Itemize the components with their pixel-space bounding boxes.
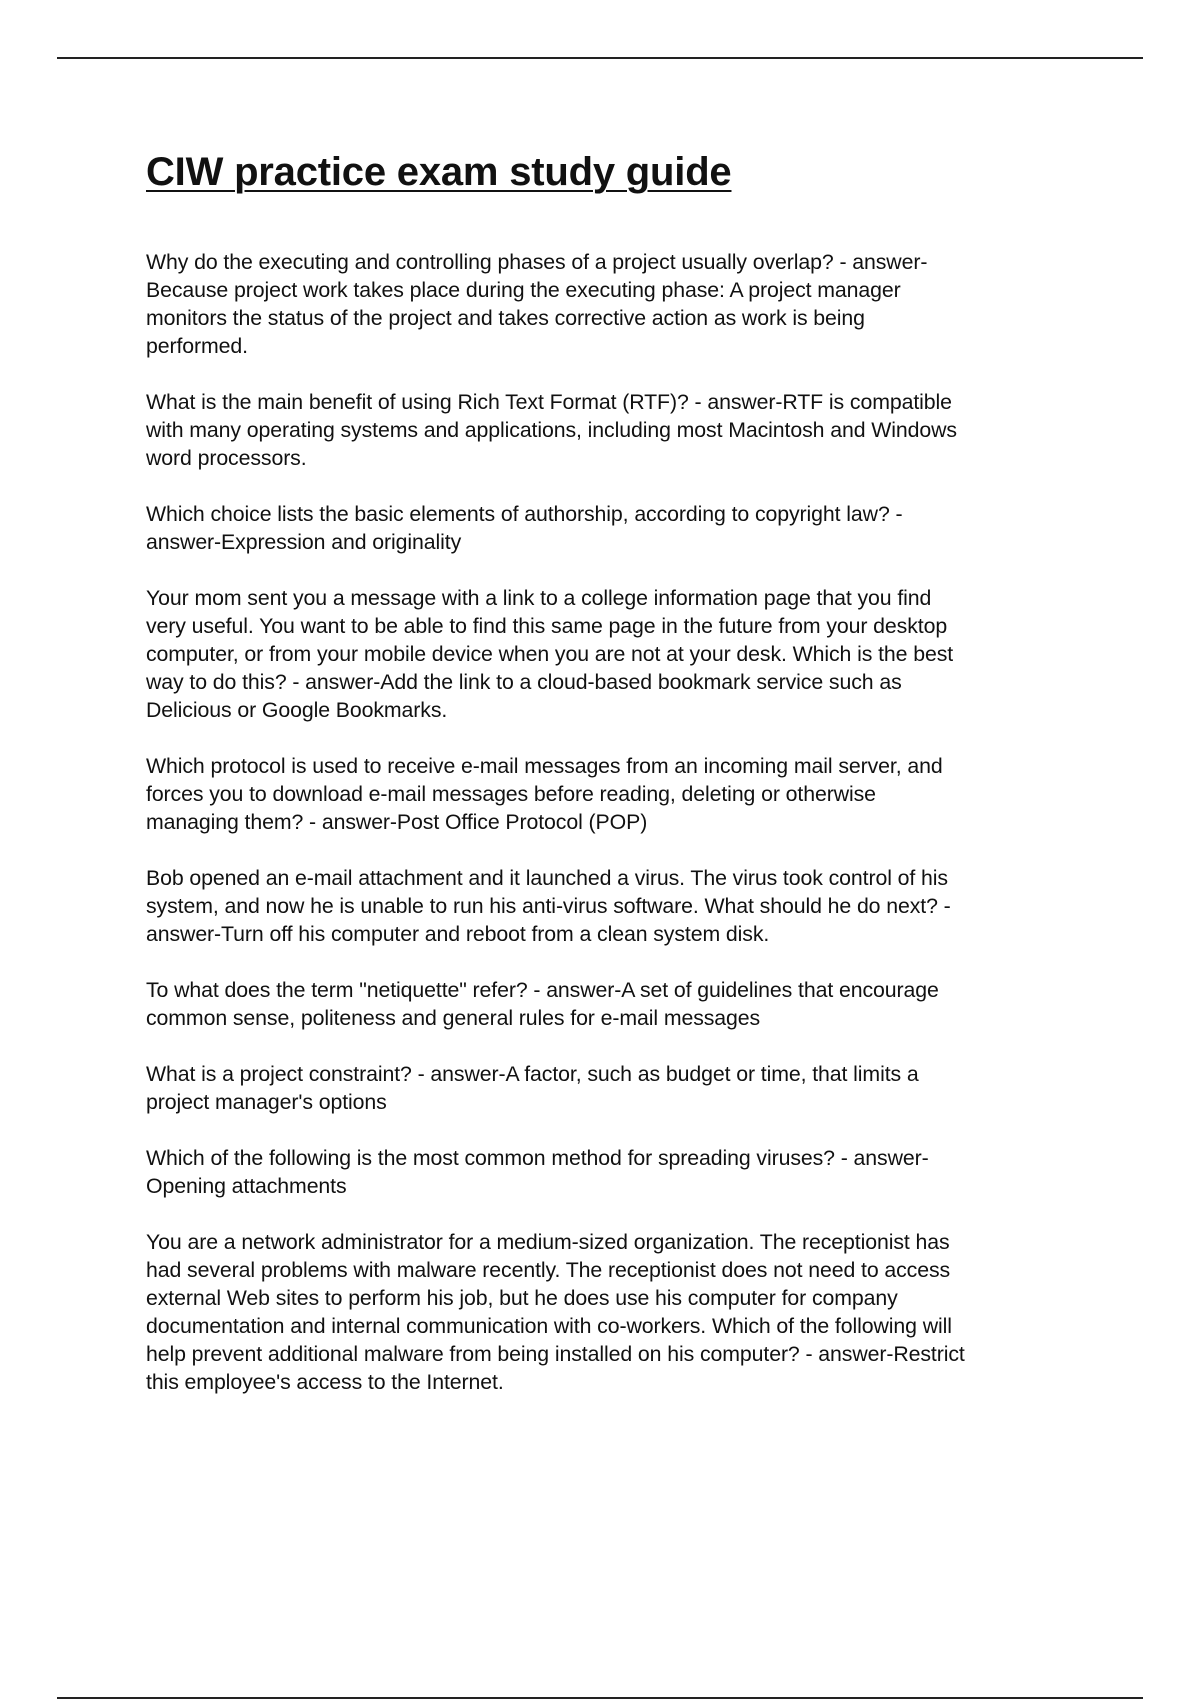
qa-item: What is a project constraint? - answer-A factor, such as budget or time, that limits a project manager's options <box>146 1062 919 1114</box>
top-divider <box>57 57 1143 59</box>
qa-item: Why do the executing and controlling phases of a project usually overlap? - answer- Because project work takes place during the executing phase: A project manager monitors the status of the project and takes corrective action as work is being performed. <box>146 250 928 358</box>
page-title: CIW practice exam study guide <box>146 150 732 194</box>
qa-item: Which choice lists the basic elements of authorship, according to copyright law? - answer-Expression and originality <box>146 502 903 554</box>
qa-item: Bob opened an e-mail attachment and it launched a virus. The virus took control of his system, and now he is unable to run his anti-virus software. What should he do next? - answer-Turn off his computer and reboot from a clean system disk. <box>146 866 951 946</box>
qa-item: Your mom sent you a message with a link to a college information page that you find very useful. You want to be able to find this same page in the future from your desktop computer, or from your mobile device when you are not at your desk. Which is the best way to do this? - answer-Add the link to a cloud-based bookmark service such as Delicious or Google Bookmarks. <box>146 586 954 722</box>
qa-item: You are a network administrator for a medium-sized organization. The receptionist has had several problems with malware recently. The receptionist does not need to access external Web sites to perform his job, but he does use his computer for company documentation and internal communication with co-workers. Which of the following will help prevent additional malware from being installed on his computer? - answer-Restrict this employee's access to the Internet. <box>146 1230 965 1394</box>
qa-list <box>146 248 1096 1396</box>
document-body <box>146 146 1096 1424</box>
qa-item: What is the main benefit of using Rich Text Format (RTF)? - answer-RTF is compatible with many operating systems and applications, including most Macintosh and Windows word processors. <box>146 390 957 470</box>
qa-item: Which of the following is the most common method for spreading viruses? - answer- Opening attachments <box>146 1146 929 1198</box>
qa-item: Which protocol is used to receive e-mail messages from an incoming mail server, and forces you to download e-mail messages before reading, deleting or otherwise managing them? - answer-Post Office Protocol (POP) <box>146 754 943 834</box>
qa-item: To what does the term "netiquette" refer? - answer-A set of guidelines that encourage common sense, politeness and general rules for e-mail messages <box>146 978 939 1030</box>
bottom-divider <box>57 1697 1143 1699</box>
